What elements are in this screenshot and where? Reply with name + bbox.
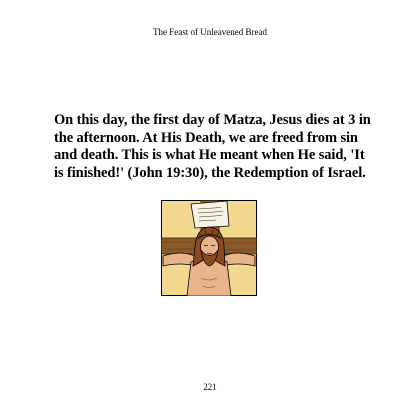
crucifixion-image <box>161 200 257 296</box>
body-paragraph: On this day, the first day of Matza, Jesus dies at 3 in the afternoon. At His Death, we are freed from sin and death. This is what He meant when He said, 'It is finished!' (John 19:30), the Redemption of Israel. <box>54 112 371 181</box>
running-header: The Feast of Unleavened Bread <box>153 27 267 37</box>
crucifixion-illustration <box>161 200 257 296</box>
inscription-sign <box>191 201 229 228</box>
page-number: 221 <box>203 382 217 392</box>
